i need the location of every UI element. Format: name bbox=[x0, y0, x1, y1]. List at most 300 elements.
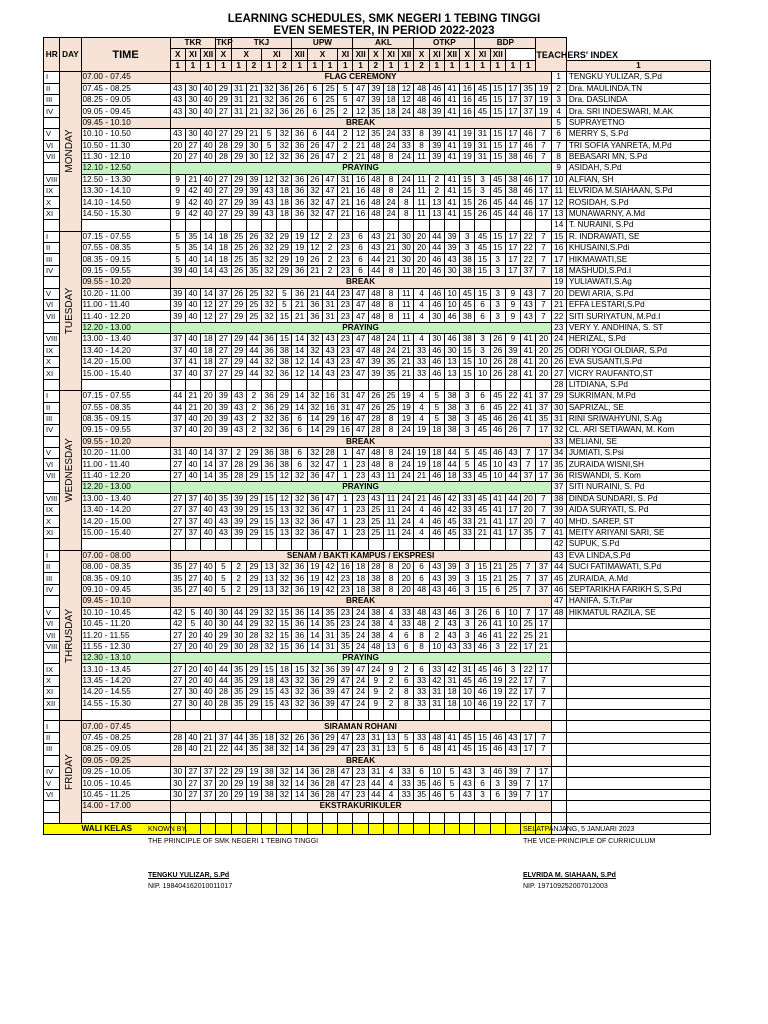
period-number bbox=[44, 277, 60, 288]
teacher-code-cell: 24 bbox=[383, 345, 398, 356]
teacher-code-cell: 39 bbox=[444, 231, 459, 242]
teacher-code-cell: 8 bbox=[414, 140, 429, 151]
teacher-code-cell: 17 bbox=[536, 470, 551, 481]
teacher-code-cell: 37 bbox=[536, 402, 551, 413]
teacher-code-cell: 21 bbox=[185, 174, 200, 185]
teacher-code-cell: 21 bbox=[490, 561, 505, 572]
teacher-code-cell: 33 bbox=[399, 767, 414, 778]
teacher-code-cell: 32 bbox=[307, 197, 322, 208]
teacher-code-cell: 38 bbox=[505, 151, 520, 162]
teacher-code-cell: 47 bbox=[322, 505, 337, 516]
teacher-code-cell: 5 bbox=[429, 402, 444, 413]
teacher-code-cell: 7 bbox=[536, 299, 551, 310]
schedule-row bbox=[44, 265, 711, 276]
teacher-code-cell: 6 bbox=[353, 254, 368, 265]
teacher-code-cell: 8 bbox=[383, 561, 398, 572]
teacher-code-cell: 35 bbox=[216, 470, 231, 481]
teacher-code-cell: 37 bbox=[185, 505, 200, 516]
teacher-code-cell: 17 bbox=[536, 778, 551, 789]
teacher-code-cell bbox=[353, 379, 368, 390]
teacher-code-cell: 11 bbox=[399, 334, 414, 345]
time-slot: 07.00 - 07.45 bbox=[81, 72, 170, 83]
teacher-number: 18 bbox=[551, 265, 566, 276]
teacher-code-cell: 5 bbox=[277, 288, 292, 299]
teacher-code-cell: 38 bbox=[368, 573, 383, 584]
teacher-code-cell: 44 bbox=[231, 607, 246, 618]
teacher-code-cell: 31 bbox=[338, 391, 353, 402]
teacher-number: 33 bbox=[551, 436, 566, 447]
teacher-code-cell: 5 bbox=[399, 732, 414, 743]
teacher-code-cell: 36 bbox=[261, 448, 276, 459]
teacher-code-cell: 27 bbox=[170, 687, 185, 698]
teacher-code-cell: 32 bbox=[277, 151, 292, 162]
teacher-code-cell: 8 bbox=[383, 174, 398, 185]
teacher-code-cell: 44 bbox=[246, 368, 261, 379]
teacher-code-cell: 23 bbox=[353, 744, 368, 755]
teacher-code-cell: 6 bbox=[399, 675, 414, 686]
time-slot: 07.55 - 08.35 bbox=[81, 402, 170, 413]
teacher-code-cell: 14 bbox=[292, 778, 307, 789]
teacher-code-cell bbox=[261, 379, 276, 390]
principal-name: TENGKU YULIZAR, S.Pd bbox=[148, 872, 230, 879]
teacher-code-cell: 8 bbox=[383, 265, 398, 276]
teacher-code-cell: 32 bbox=[292, 698, 307, 709]
teacher-code-cell: 24 bbox=[383, 140, 398, 151]
day-cell bbox=[60, 231, 81, 390]
grade-header: XI bbox=[338, 49, 353, 60]
teacher-code-cell: 13 bbox=[429, 208, 444, 219]
period-number: II bbox=[44, 243, 60, 254]
teacher-name bbox=[566, 687, 710, 698]
teacher-code-cell: 35 bbox=[185, 243, 200, 254]
time-slot: 07.45 - 08.25 bbox=[81, 732, 170, 743]
teacher-code-cell: 29 bbox=[231, 778, 246, 789]
teacher-code-cell bbox=[216, 379, 231, 390]
schedule-subtitle: EVEN SEMESTER, IN PERIOD 2022-2023 bbox=[273, 25, 495, 37]
teacher-code-cell bbox=[322, 812, 337, 823]
teacher-code-cell: 33 bbox=[460, 516, 475, 527]
teacher-code-cell: 21 bbox=[399, 345, 414, 356]
teacher-name: AIDA SURYATI, S. Pd bbox=[566, 505, 710, 516]
teacher-code-cell: 25 bbox=[322, 106, 337, 117]
teacher-code-cell: 19 bbox=[292, 231, 307, 242]
teacher-code-cell: 47 bbox=[322, 151, 337, 162]
teacher-code-cell: 36 bbox=[307, 527, 322, 538]
grade-header: XII bbox=[201, 49, 216, 60]
period-number: III bbox=[44, 254, 60, 265]
teacher-code-cell: 31 bbox=[429, 698, 444, 709]
teacher-code-cell bbox=[292, 220, 307, 231]
teacher-code-cell: 15 bbox=[475, 573, 490, 584]
teacher-code-cell: 15 bbox=[261, 470, 276, 481]
teacher-code-cell: 26 bbox=[475, 618, 490, 629]
teacher-code-cell: 48 bbox=[429, 732, 444, 743]
teacher-code-cell: 29 bbox=[216, 641, 231, 652]
teacher-code-cell: 5 bbox=[460, 448, 475, 459]
grade-header: X bbox=[231, 49, 261, 60]
teacher-code-cell: 46 bbox=[490, 744, 505, 755]
teacher-code-cell: 32 bbox=[261, 231, 276, 242]
teacher-code-cell: 17 bbox=[521, 744, 536, 755]
teacher-code-cell: 47 bbox=[353, 425, 368, 436]
time-slot: 15.00 - 15.40 bbox=[81, 527, 170, 538]
teacher-code-cell: 25 bbox=[231, 254, 246, 265]
teacher-code-cell: 30 bbox=[444, 345, 459, 356]
teacher-code-cell: 16 bbox=[353, 208, 368, 219]
teacher-code-cell: 6 bbox=[292, 425, 307, 436]
schedule-row bbox=[44, 459, 711, 470]
teacher-code-cell: 15 bbox=[475, 288, 490, 299]
teacher-code-cell: 17 bbox=[505, 94, 520, 105]
grade-header: XII bbox=[399, 49, 414, 60]
teacher-code-cell: 30 bbox=[231, 630, 246, 641]
teacher-code-cell: 13 bbox=[277, 516, 292, 527]
teacher-number: 24 bbox=[551, 334, 566, 345]
time-slot: 09.25 - 10.05 bbox=[81, 767, 170, 778]
teacher-code-cell: 45 bbox=[460, 299, 475, 310]
teacher-code-cell bbox=[429, 379, 444, 390]
teacher-code-cell: 46 bbox=[429, 516, 444, 527]
teacher-code-cell: 15 bbox=[261, 493, 276, 504]
teacher-code-cell: 37 bbox=[170, 425, 185, 436]
teacher-number: 28 bbox=[551, 379, 566, 390]
teacher-code-cell: 37 bbox=[185, 527, 200, 538]
teacher-code-cell: 10 bbox=[475, 356, 490, 367]
teacher-code-cell bbox=[307, 379, 322, 390]
teacher-code-cell: 45 bbox=[475, 470, 490, 481]
activity-label: SIRAMAN ROHANI bbox=[170, 721, 551, 732]
teacher-code-cell: 20 bbox=[399, 573, 414, 584]
teacher-code-cell: 26 bbox=[475, 197, 490, 208]
teacher-code-cell: 15 bbox=[460, 368, 475, 379]
teacher-code-cell: 20 bbox=[185, 675, 200, 686]
teacher-code-cell: 30 bbox=[185, 94, 200, 105]
teacher-number: 38 bbox=[551, 493, 566, 504]
teacher-code-cell: 25 bbox=[246, 311, 261, 322]
teacher-code-cell: 29 bbox=[231, 789, 246, 800]
teacher-name: SEPTARIKHA FARIKH S, S.Pd bbox=[566, 584, 710, 595]
teacher-code-cell: 2 bbox=[338, 129, 353, 140]
teacher-code-cell: 38 bbox=[261, 767, 276, 778]
teacher-code-cell: 17 bbox=[536, 618, 551, 629]
activity-label: BREAK bbox=[170, 277, 551, 288]
teacher-code-cell: 31 bbox=[475, 129, 490, 140]
teacher-code-cell: 36 bbox=[292, 197, 307, 208]
teacher-code-cell: 14 bbox=[307, 618, 322, 629]
teacher-code-cell: 35 bbox=[383, 368, 398, 379]
teacher-code-cell: 41 bbox=[490, 618, 505, 629]
teacher-code-cell: 23 bbox=[353, 516, 368, 527]
teacher-code-cell: 18 bbox=[353, 584, 368, 595]
teacher-code-cell: 43 bbox=[505, 744, 520, 755]
teachers-index-header: TEACHERS' INDEX bbox=[536, 38, 566, 72]
teacher-code-cell: 3 bbox=[475, 186, 490, 197]
time-slot: 10.20 - 11.00 bbox=[81, 288, 170, 299]
teacher-code-cell: 28 bbox=[368, 425, 383, 436]
teacher-code-cell: 15 bbox=[490, 94, 505, 105]
teacher-code-cell: 2 bbox=[429, 618, 444, 629]
teacher-code-cell bbox=[383, 710, 398, 721]
time-slot: 07.55 - 08.35 bbox=[81, 243, 170, 254]
teacher-code-cell: 36 bbox=[292, 129, 307, 140]
teacher-code-cell: 18 bbox=[277, 208, 292, 219]
teacher-number: 6 bbox=[551, 129, 566, 140]
schedule-row bbox=[44, 801, 711, 812]
teacher-code-cell: 39 bbox=[429, 129, 444, 140]
teacher-name: RINI SRIWAHYUNI, S.Ag bbox=[566, 413, 710, 424]
teacher-code-cell: 27 bbox=[170, 698, 185, 709]
teacher-name bbox=[566, 675, 710, 686]
teacher-code-cell: 44 bbox=[216, 675, 231, 686]
wali-kelas-cell bbox=[185, 823, 200, 834]
teacher-code-cell: 35 bbox=[246, 732, 261, 743]
time-slot: 11.40 - 12.20 bbox=[81, 470, 170, 481]
teacher-code-cell: 18 bbox=[277, 664, 292, 675]
teacher-code-cell: 43 bbox=[170, 129, 185, 140]
teacher-code-cell bbox=[261, 710, 276, 721]
teacher-code-cell: 36 bbox=[307, 744, 322, 755]
teacher-code-cell: 39 bbox=[246, 186, 261, 197]
group-header: 1 bbox=[383, 60, 398, 71]
teacher-code-cell: 32 bbox=[261, 94, 276, 105]
teacher-code-cell: 7 bbox=[536, 243, 551, 254]
teacher-code-cell: 5 bbox=[444, 789, 459, 800]
teacher-code-cell: 41 bbox=[521, 334, 536, 345]
teacher-code-cell: 47 bbox=[322, 208, 337, 219]
teacher-code-cell: 40 bbox=[185, 744, 200, 755]
teacher-code-cell: 33 bbox=[460, 493, 475, 504]
teacher-code-cell: 32 bbox=[292, 493, 307, 504]
teacher-code-cell: 33 bbox=[399, 607, 414, 618]
teacher-number: 36 bbox=[551, 470, 566, 481]
teacher-code-cell: 48 bbox=[414, 607, 429, 618]
teacher-name: TRI SOFIA YANRETA, M.Pd bbox=[566, 140, 710, 151]
teacher-code-cell: 22 bbox=[505, 391, 520, 402]
teacher-name: SUPRAYETNO bbox=[566, 117, 710, 128]
teacher-code-cell: 5 bbox=[338, 94, 353, 105]
teacher-code-cell: 31 bbox=[429, 687, 444, 698]
teacher-code-cell: 46 bbox=[521, 197, 536, 208]
teacher-code-cell: 25 bbox=[246, 299, 261, 310]
teacher-code-cell: 31 bbox=[322, 311, 337, 322]
period-number bbox=[44, 322, 60, 333]
time-header: TIME bbox=[81, 38, 170, 72]
teacher-code-cell: 48 bbox=[368, 334, 383, 345]
teacher-code-cell: 36 bbox=[261, 391, 276, 402]
schedule-row bbox=[44, 470, 711, 481]
teacher-code-cell: 25 bbox=[322, 83, 337, 94]
teacher-code-cell: 16 bbox=[460, 106, 475, 117]
teacher-number bbox=[551, 710, 566, 721]
teacher-code-cell: 20 bbox=[216, 789, 231, 800]
teacher-code-cell: 21 bbox=[536, 630, 551, 641]
teacher-code-cell: 35 bbox=[170, 573, 185, 584]
teacher-code-cell: 43 bbox=[444, 618, 459, 629]
activity-label: BREAK bbox=[170, 436, 551, 447]
teacher-code-cell: 26 bbox=[246, 231, 261, 242]
teacher-code-cell: 47 bbox=[353, 391, 368, 402]
group-header: 2 bbox=[246, 60, 261, 71]
time-slot: 13.30 - 14.10 bbox=[81, 186, 170, 197]
teacher-name bbox=[566, 801, 710, 812]
teacher-code-cell: 19 bbox=[292, 254, 307, 265]
teacher-code-cell: 22 bbox=[505, 698, 520, 709]
teacher-code-cell: 7 bbox=[521, 778, 536, 789]
teacher-code-cell: 37 bbox=[521, 94, 536, 105]
teacher-code-cell: 43 bbox=[216, 505, 231, 516]
time-slot: 07.00 - 07.45 bbox=[81, 721, 170, 732]
teacher-code-cell: 1 bbox=[338, 470, 353, 481]
teacher-code-cell: 40 bbox=[201, 573, 216, 584]
teacher-code-cell: 46 bbox=[429, 505, 444, 516]
teacher-code-cell: 3 bbox=[460, 607, 475, 618]
teacher-code-cell: 7 bbox=[521, 425, 536, 436]
teacher-code-cell: 17 bbox=[505, 243, 520, 254]
wali-kelas-cell bbox=[429, 823, 444, 834]
teacher-code-cell: 11 bbox=[399, 299, 414, 310]
teacher-code-cell: 28 bbox=[322, 767, 337, 778]
teacher-code-cell: 18 bbox=[444, 698, 459, 709]
teacher-code-cell: 42 bbox=[322, 584, 337, 595]
group-header: 1 bbox=[521, 60, 536, 71]
schedule-row bbox=[44, 687, 711, 698]
teacher-number bbox=[551, 755, 566, 766]
teacher-number bbox=[551, 641, 566, 652]
teacher-code-cell: 32 bbox=[292, 675, 307, 686]
teacher-number bbox=[551, 767, 566, 778]
teacher-code-cell: 20 bbox=[170, 140, 185, 151]
time-slot: 12.20 - 13.00 bbox=[81, 322, 170, 333]
group-header: 1 bbox=[566, 60, 710, 71]
period-number: I bbox=[44, 231, 60, 242]
schedule-row bbox=[44, 732, 711, 743]
teacher-code-cell: 36 bbox=[292, 584, 307, 595]
vice-principal-title: THE VICE-PRINCIPLE OF CURRICULUM bbox=[523, 838, 656, 845]
teacher-code-cell: 5 bbox=[261, 129, 276, 140]
time-slot: 10.45 - 11.20 bbox=[81, 618, 170, 629]
teacher-code-cell: 12 bbox=[307, 231, 322, 242]
schedule-table bbox=[43, 37, 711, 835]
teacher-code-cell: 30 bbox=[170, 778, 185, 789]
teacher-code-cell: 43 bbox=[322, 368, 337, 379]
schedule-row bbox=[44, 744, 711, 755]
teacher-code-cell: 4 bbox=[414, 505, 429, 516]
teacher-code-cell bbox=[444, 220, 459, 231]
teacher-code-cell: 7 bbox=[536, 231, 551, 242]
teacher-code-cell: 22 bbox=[505, 402, 520, 413]
teacher-code-cell: 28 bbox=[246, 641, 261, 652]
teacher-code-cell: 24 bbox=[353, 618, 368, 629]
schedule-row bbox=[44, 186, 711, 197]
time-slot bbox=[81, 710, 170, 721]
teacher-code-cell: 2 bbox=[246, 402, 261, 413]
teacher-code-cell bbox=[521, 710, 536, 721]
teacher-code-cell: 32 bbox=[292, 527, 307, 538]
teacher-code-cell: 32 bbox=[261, 83, 276, 94]
teacher-code-cell: 38 bbox=[261, 778, 276, 789]
wali-kelas-cell bbox=[353, 823, 368, 834]
teacher-code-cell: 17 bbox=[521, 641, 536, 652]
teacher-code-cell bbox=[460, 379, 475, 390]
teacher-code-cell: 29 bbox=[277, 231, 292, 242]
teacher-code-cell: 2 bbox=[322, 243, 337, 254]
teacher-code-cell: 40 bbox=[185, 299, 200, 310]
teacher-code-cell: 14 bbox=[292, 391, 307, 402]
teacher-code-cell: 46 bbox=[444, 334, 459, 345]
schedule-row bbox=[44, 505, 711, 516]
teacher-code-cell: 33 bbox=[399, 140, 414, 151]
teacher-code-cell: 25 bbox=[231, 231, 246, 242]
teacher-number: 44 bbox=[551, 561, 566, 572]
teacher-code-cell: 12 bbox=[277, 470, 292, 481]
teacher-code-cell: 48 bbox=[368, 345, 383, 356]
teacher-code-cell: 14 bbox=[201, 448, 216, 459]
teacher-code-cell: 32 bbox=[277, 129, 292, 140]
teacher-code-cell: 38 bbox=[460, 265, 475, 276]
teacher-code-cell bbox=[521, 379, 536, 390]
teacher-name: MERRY S, S.Pd bbox=[566, 129, 710, 140]
period-number bbox=[44, 379, 60, 390]
teacher-code-cell: 19 bbox=[246, 767, 261, 778]
teacher-code-cell: 41 bbox=[490, 527, 505, 538]
teacher-number bbox=[551, 812, 566, 823]
teacher-code-cell: 8 bbox=[414, 129, 429, 140]
period-number bbox=[44, 482, 60, 493]
teacher-code-cell: 35 bbox=[231, 664, 246, 675]
teacher-code-cell: 21 bbox=[292, 299, 307, 310]
hr-header: HR bbox=[44, 38, 60, 72]
teacher-code-cell: 21 bbox=[414, 470, 429, 481]
teacher-code-cell: 40 bbox=[201, 208, 216, 219]
teacher-code-cell: 13 bbox=[277, 527, 292, 538]
teacher-code-cell: 6 bbox=[490, 584, 505, 595]
teacher-code-cell: 29 bbox=[246, 527, 261, 538]
teacher-code-cell: 15 bbox=[460, 197, 475, 208]
activity-label: PRAYING bbox=[170, 482, 551, 493]
teacher-code-cell: 19 bbox=[292, 243, 307, 254]
teacher-code-cell: 6 bbox=[490, 607, 505, 618]
teacher-code-cell: 9 bbox=[170, 197, 185, 208]
teacher-code-cell: 33 bbox=[399, 778, 414, 789]
teacher-code-cell: 17 bbox=[536, 459, 551, 470]
teacher-code-cell: 36 bbox=[292, 607, 307, 618]
period-number: VI bbox=[44, 140, 60, 151]
schedule-row bbox=[44, 630, 711, 641]
teacher-code-cell: 40 bbox=[201, 675, 216, 686]
group-header: 1 bbox=[460, 60, 475, 71]
teacher-code-cell: 28 bbox=[170, 732, 185, 743]
teacher-code-cell: 13 bbox=[277, 505, 292, 516]
time-slot bbox=[81, 812, 170, 823]
teacher-code-cell: 6 bbox=[414, 561, 429, 572]
teacher-code-cell: 45 bbox=[444, 516, 459, 527]
teacher-code-cell: 44 bbox=[429, 231, 444, 242]
group-header: 2 bbox=[277, 60, 292, 71]
time-slot: 09.45 - 10.10 bbox=[81, 117, 170, 128]
teacher-code-cell: 39 bbox=[231, 516, 246, 527]
teacher-code-cell bbox=[322, 220, 337, 231]
teacher-code-cell: 21 bbox=[475, 516, 490, 527]
teacher-code-cell: 40 bbox=[185, 732, 200, 743]
teacher-code-cell: 23 bbox=[338, 573, 353, 584]
teacher-code-cell: 31 bbox=[231, 83, 246, 94]
teacher-number: 16 bbox=[551, 243, 566, 254]
teacher-code-cell: 10 bbox=[444, 288, 459, 299]
schedule-row bbox=[44, 208, 711, 219]
teacher-code-cell: 36 bbox=[307, 299, 322, 310]
teacher-name bbox=[566, 618, 710, 629]
period-number: IV bbox=[44, 425, 60, 436]
